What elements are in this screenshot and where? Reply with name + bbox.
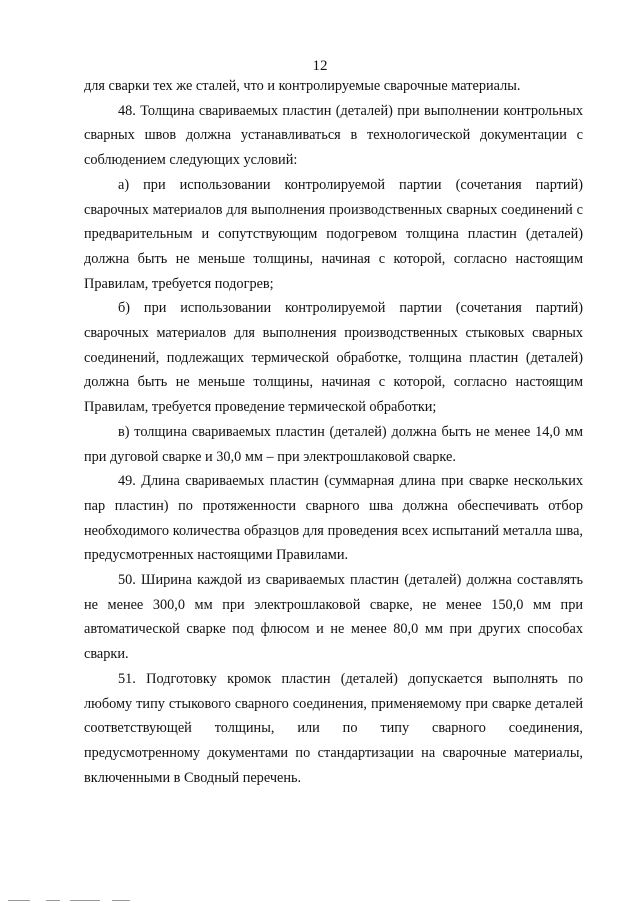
paragraph-50: 50. Ширина каждой из свариваемых пластин (деталей) должна составлять не менее 300,0 мм при электрошлаковой сварке, не менее 150,0 мм при автоматической сварке под флюсом и не менее 80,0 мм при других способах сварки. — [84, 572, 583, 663]
paragraph-48: 48. Толщина свариваемых пластин (деталей) при выполнении контрольных сварных швов должна устанавливаться в технологической документации с соблюдением следующих условий: — [84, 102, 583, 169]
paragraph-continuation: для сварки тех же сталей, что и контролируемые сварочные материалы. — [84, 78, 521, 94]
paragraph-48a: а) при использовании контролируемой партии (сочетания партий) сварочных материалов для выполнения производственных сварных соединений с предварительным и сопутствующим подогревом толщина пластин (деталей) должна быть не меньше толщины, начиная с которой, согласно настоящим Правилам, требуется подогрев; — [84, 176, 583, 292]
paragraph-51: 51. Подготовку кромок пластин (деталей) допускается выполнять по любому типу стыкового сварного соединения, применяемому при сварке деталей соответствующей толщины, или по типу сварного соединения, предусмотренному документами по стандартизации на сварочные материалы, включенными в Сводный перечень. — [84, 670, 583, 786]
paragraph-48b: б) при использовании контролируемой партии (сочетания партий) сварочных материалов для выполнения производственных стыковых сварных соединений, подлежащих термической обработке, толщина пластин (деталей) должна быть не меньше толщины, начиная с которой, согласно настоящим Правилам, требуется проведение термической обработки; — [84, 300, 583, 416]
paragraph-48v: в) толщина свариваемых пластин (деталей) должна быть не менее 14,0 мм при дуговой сварке и 30,0 мм – при электрошлаковой сварке. — [84, 423, 583, 465]
document-body — [84, 74, 583, 790]
page-number: 12 — [312, 58, 328, 74]
scan-edge-artifacts — [0, 895, 640, 905]
paragraph-49: 49. Длина свариваемых пластин (суммарная длина при сварке нескольких пар пластин) по протяженности сварного шва должна обеспечивать отбор необходимого количества образцов для проведения всех испытаний металла шва, предусмотренных настоящими Правилами. — [84, 473, 583, 564]
